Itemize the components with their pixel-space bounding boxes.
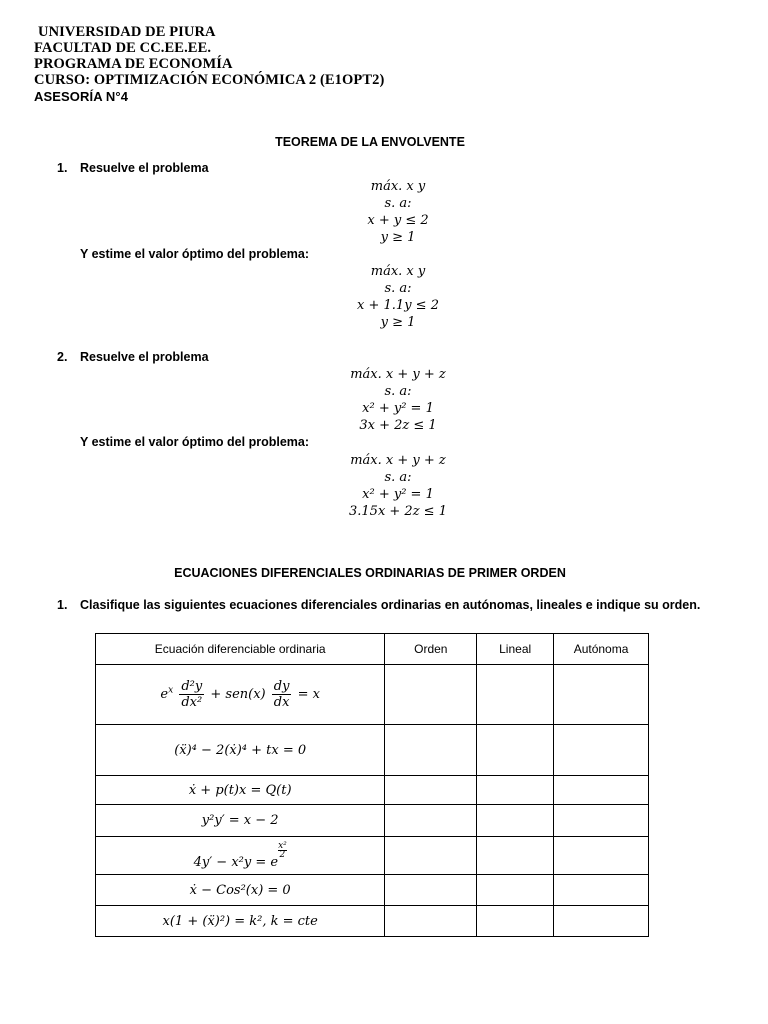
section-title-ode: ECUACIONES DIFERENCIALES ORDINARIAS DE PRIMER ORDEN [174,566,566,580]
problem-2-estimate-prompt: Y estime el valor óptimo del problema: [80,435,309,449]
autonomous-cell[interactable] [554,837,649,875]
ode-classification-table [95,633,649,937]
problem-2b-st: s. a: [384,470,412,485]
section-title-envelope: TEOREMA DE LA ENVOLVENTE [275,135,465,149]
faculty-name: FACULTAD DE CC.EE.EE. [34,40,212,56]
problem-1a-constraint-2: y ≥ 1 [380,230,416,245]
problem-1b-constraint-2: y ≥ 1 [380,315,416,330]
table-row [96,805,649,837]
table-row [96,906,649,937]
problem-2b-objective: máx. x + y + z [350,453,446,468]
order-cell[interactable] [385,837,477,875]
eq1-dy: dy [273,679,290,694]
table-row [96,875,649,906]
equation-3: ẋ + p(t)x = Q(t) [96,776,385,805]
problem-2a-st: s. a: [384,384,412,399]
table-row [96,776,649,805]
linear-cell[interactable] [477,665,554,725]
eq1-d2y: d²y [181,679,203,694]
autonomous-cell[interactable] [554,906,649,937]
autonomous-cell[interactable] [554,665,649,725]
order-cell[interactable] [385,776,477,805]
program-name: PROGRAMA DE ECONOMÍA [34,56,233,72]
problem-2b-constraint-2: 3.15x + 2z ≤ 1 [349,504,447,519]
eq1-frac-d2y [179,679,204,710]
equation-6: ẋ − Cos²(x) = 0 [96,875,385,906]
equation-5 [96,837,385,875]
problem-1a-objective: máx. x y [370,179,426,194]
linear-cell[interactable] [477,906,554,937]
equation-7: x(1 + (ẍ)²) = k², k = cte [96,906,385,937]
problem-1-estimate-prompt: Y estime el valor óptimo del problema: [80,247,309,261]
problem-2-number: 2. [57,350,68,364]
eq1-exp: e [160,687,169,702]
header-equation: Ecuación diferenciable ordinaria [96,634,385,665]
eq5-exp-den: 2 [279,849,286,860]
header-order: Orden [385,634,477,665]
problem-1b-objective: máx. x y [370,264,426,279]
table-header-row [96,634,649,665]
autonomous-cell[interactable] [554,805,649,837]
problem-1a-st: s. a: [384,196,412,211]
problem-1-prompt: Resuelve el problema [80,161,209,175]
problem-2a-constraint-1: x² + y² = 1 [362,401,434,416]
problem-2b-constraint-1: x² + y² = 1 [362,487,434,502]
linear-cell[interactable] [477,805,554,837]
linear-cell[interactable] [477,725,554,776]
order-cell[interactable] [385,805,477,837]
linear-cell[interactable] [477,837,554,875]
problem-1-number: 1. [57,161,68,175]
linear-cell[interactable] [477,875,554,906]
eq1-exp-sup: x [168,685,174,696]
autonomous-cell[interactable] [554,875,649,906]
equation-1 [96,665,385,725]
order-cell[interactable] [385,875,477,906]
order-cell[interactable] [385,906,477,937]
session-title: ASESORÍA N°4 [34,89,129,104]
problem-2-prompt: Resuelve el problema [80,350,209,364]
eq1-dx: dx [273,695,290,710]
ode-question-number: 1. [57,598,68,612]
header-linear: Lineal [477,634,554,665]
problem-1b-st: s. a: [384,281,412,296]
ode-question-text: Clasifique las siguientes ecuaciones diferenciales ordinarias en autónomas, lineales e indique su orden. [80,598,701,612]
autonomous-cell[interactable] [554,776,649,805]
equation-4: y²y′ = x − 2 [96,805,385,837]
problem-2a-constraint-2: 3x + 2z ≤ 1 [359,418,437,433]
eq1-rhs: = x [297,687,320,702]
eq1-frac-dy [272,679,292,710]
eq1-dx2: dx² [181,695,203,710]
eq5-lhs: 4y′ − x²y = e [193,854,279,870]
eq1-mid: + sen(x) [210,687,266,702]
university-name: UNIVERSIDAD DE PIURA [38,24,216,40]
eq5-exponent [278,842,287,859]
autonomous-cell[interactable] [554,725,649,776]
order-cell[interactable] [385,665,477,725]
eq5-exp-num: x² [278,840,287,851]
course-name: CURSO: OPTIMIZACIÓN ECONÓMICA 2 (E1OPT2) [34,72,385,88]
problem-2a-objective: máx. x + y + z [350,367,446,382]
linear-cell[interactable] [477,776,554,805]
problem-1b-constraint-1: x + 1.1y ≤ 2 [357,298,439,313]
table-row [96,837,649,875]
table-row [96,665,649,725]
order-cell[interactable] [385,725,477,776]
problem-1a-constraint-1: x + y ≤ 2 [367,213,429,228]
header-autonomous: Autónoma [554,634,649,665]
table-row [96,725,649,776]
equation-2: (ẍ)⁴ − 2(ẋ)⁴ + tx = 0 [96,725,385,776]
